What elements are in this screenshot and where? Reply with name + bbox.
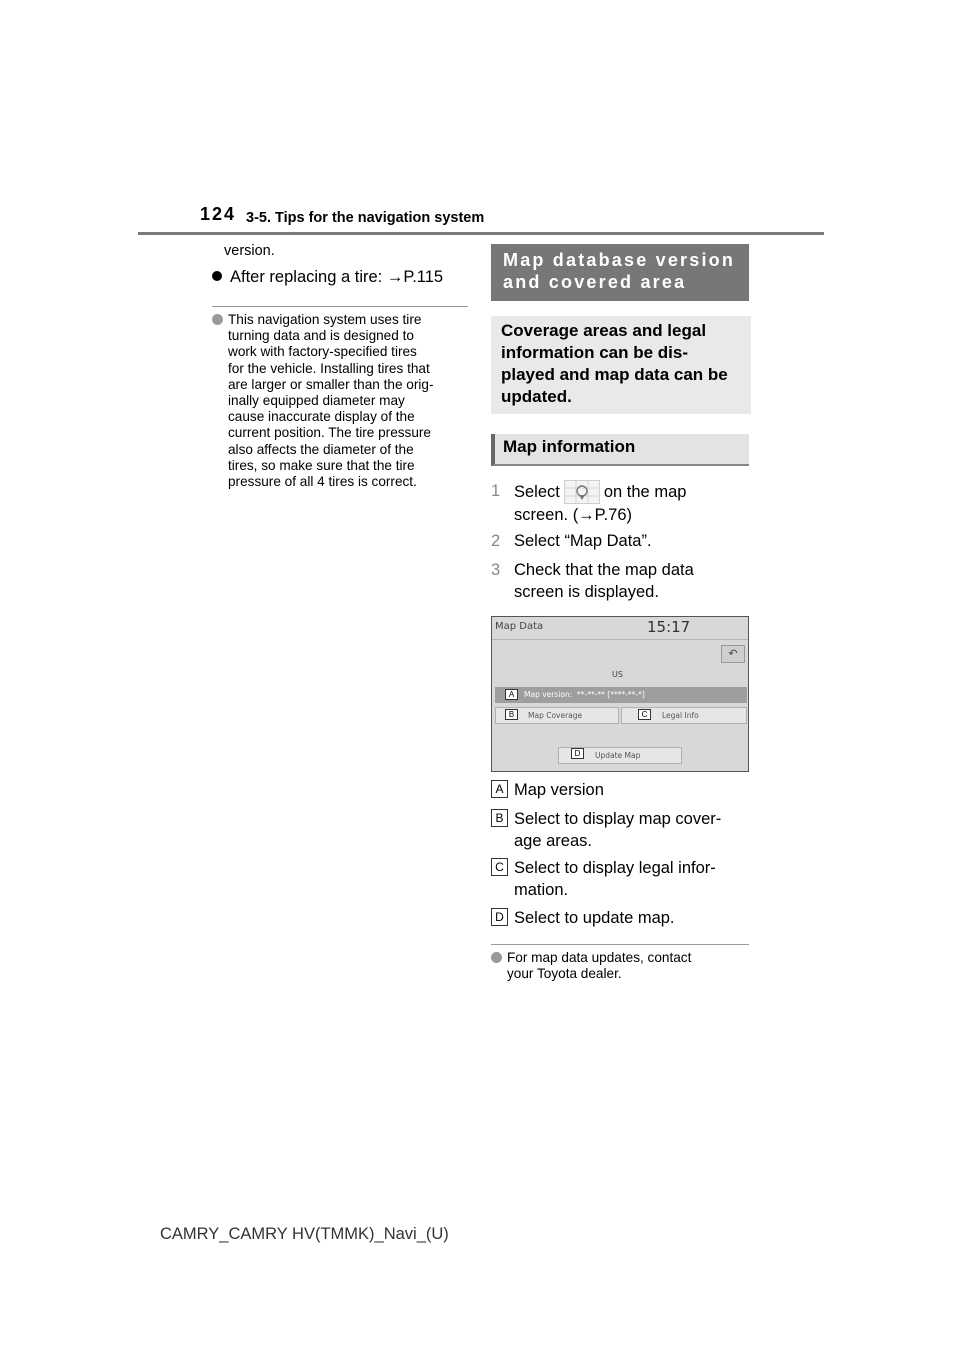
map-coverage-button[interactable]: Map Coverage xyxy=(495,707,619,724)
intro-box xyxy=(491,316,751,414)
tire-note xyxy=(212,312,470,490)
callout-text: age areas. xyxy=(514,832,592,850)
intro-line: played and map data can be xyxy=(501,365,728,384)
step-number: 1 xyxy=(491,482,501,500)
intro-line: Coverage areas and legal xyxy=(501,321,707,340)
screen-badge-a: A xyxy=(505,689,518,700)
step-text: Select “Map Data”. xyxy=(514,532,652,550)
callout-badge: B xyxy=(491,809,508,827)
section-heading-line: Map database version xyxy=(503,250,736,270)
section-title: 3-5. Tips for the navigation system xyxy=(246,210,485,226)
footer-text: CAMRY_CAMRY HV(TMMK)_Navi_(U) xyxy=(160,1225,449,1243)
note-line: are larger or smaller than the orig- xyxy=(228,376,434,392)
intro-line: updated. xyxy=(501,387,572,406)
tire-bullet xyxy=(212,268,443,287)
note-line: current position. The tire pressure xyxy=(228,425,431,441)
callout-text: Select to update map. xyxy=(514,909,675,927)
tire-page-ref: →P.115 xyxy=(386,268,444,286)
step-2 xyxy=(491,530,652,552)
map-version-value: **-**-** [****-**-*] xyxy=(577,690,645,699)
note-line: work with factory-specified tires xyxy=(228,344,417,360)
step-3 xyxy=(491,559,694,603)
note-line: This navigation system uses tire xyxy=(228,312,422,327)
update-map-button[interactable]: Update Map xyxy=(558,747,682,764)
note-line: pressure of all 4 tires is correct. xyxy=(228,474,417,490)
note-line: your Toyota dealer. xyxy=(507,966,622,982)
callout-text: Select to display map cover- xyxy=(514,810,722,828)
step-number: 3 xyxy=(491,561,501,579)
map-version-text xyxy=(524,690,645,699)
bullet-dot-icon xyxy=(212,271,222,281)
screen-title: Map Data xyxy=(495,621,544,632)
callout-b xyxy=(491,808,721,852)
legal-info-button[interactable]: Legal Info xyxy=(621,707,747,724)
note-bullet-icon xyxy=(491,952,502,963)
step-text: on the map xyxy=(603,483,687,501)
screen-clock: 15:17 xyxy=(647,618,691,636)
step-text: screen is displayed. xyxy=(514,583,659,601)
step-text: Select xyxy=(514,483,560,501)
note-line: for the vehicle. Installing tires that xyxy=(228,360,430,376)
page-number: 124 xyxy=(200,204,237,224)
callout-c xyxy=(491,857,716,901)
callout-text: Map version xyxy=(514,781,604,799)
callout-badge: C xyxy=(491,858,508,876)
intro-line: information can be dis- xyxy=(501,343,689,362)
note-divider xyxy=(212,306,468,307)
callout-a xyxy=(491,779,604,801)
note-line: also affects the diameter of the xyxy=(228,441,414,457)
note-line: inally equipped diameter may xyxy=(228,393,405,409)
callout-d xyxy=(491,907,675,929)
step-text: Check that the map data xyxy=(514,561,694,579)
header-rule xyxy=(138,232,824,235)
section-heading-line: and covered area xyxy=(503,272,687,292)
callout-text: Select to display legal infor- xyxy=(514,859,716,877)
note-bullet-icon xyxy=(212,314,223,325)
screen-badge-c: C xyxy=(638,709,651,720)
callout-badge: D xyxy=(491,908,508,926)
tire-bullet-text: After replacing a tire: xyxy=(230,268,387,286)
note-divider xyxy=(491,944,749,945)
dealer-note xyxy=(491,950,749,982)
screen-badge-b: B xyxy=(505,709,518,720)
step-number: 2 xyxy=(491,532,501,550)
step-text: screen. (→P.76) xyxy=(514,506,632,524)
note-line: turning data and is designed to xyxy=(228,328,414,344)
note-line: tires, so make sure that the tire xyxy=(228,457,415,473)
continued-text: version. xyxy=(224,243,275,259)
section-heading xyxy=(491,244,749,301)
screen-badge-d: D xyxy=(571,748,584,759)
map-menu-icon xyxy=(564,480,600,504)
subheading: Map information xyxy=(491,434,749,466)
back-arrow-icon[interactable]: ↶ xyxy=(721,645,745,663)
callout-badge: A xyxy=(491,780,508,798)
screen-region: US xyxy=(612,670,623,679)
step-1 xyxy=(491,480,686,526)
screen-divider xyxy=(492,639,748,640)
callout-text: mation. xyxy=(514,881,569,899)
map-version-label: Map version: xyxy=(524,690,573,699)
note-line: For map data updates, contact xyxy=(507,950,692,965)
map-data-screen xyxy=(491,616,749,772)
note-line: cause inaccurate display of the xyxy=(228,409,415,425)
